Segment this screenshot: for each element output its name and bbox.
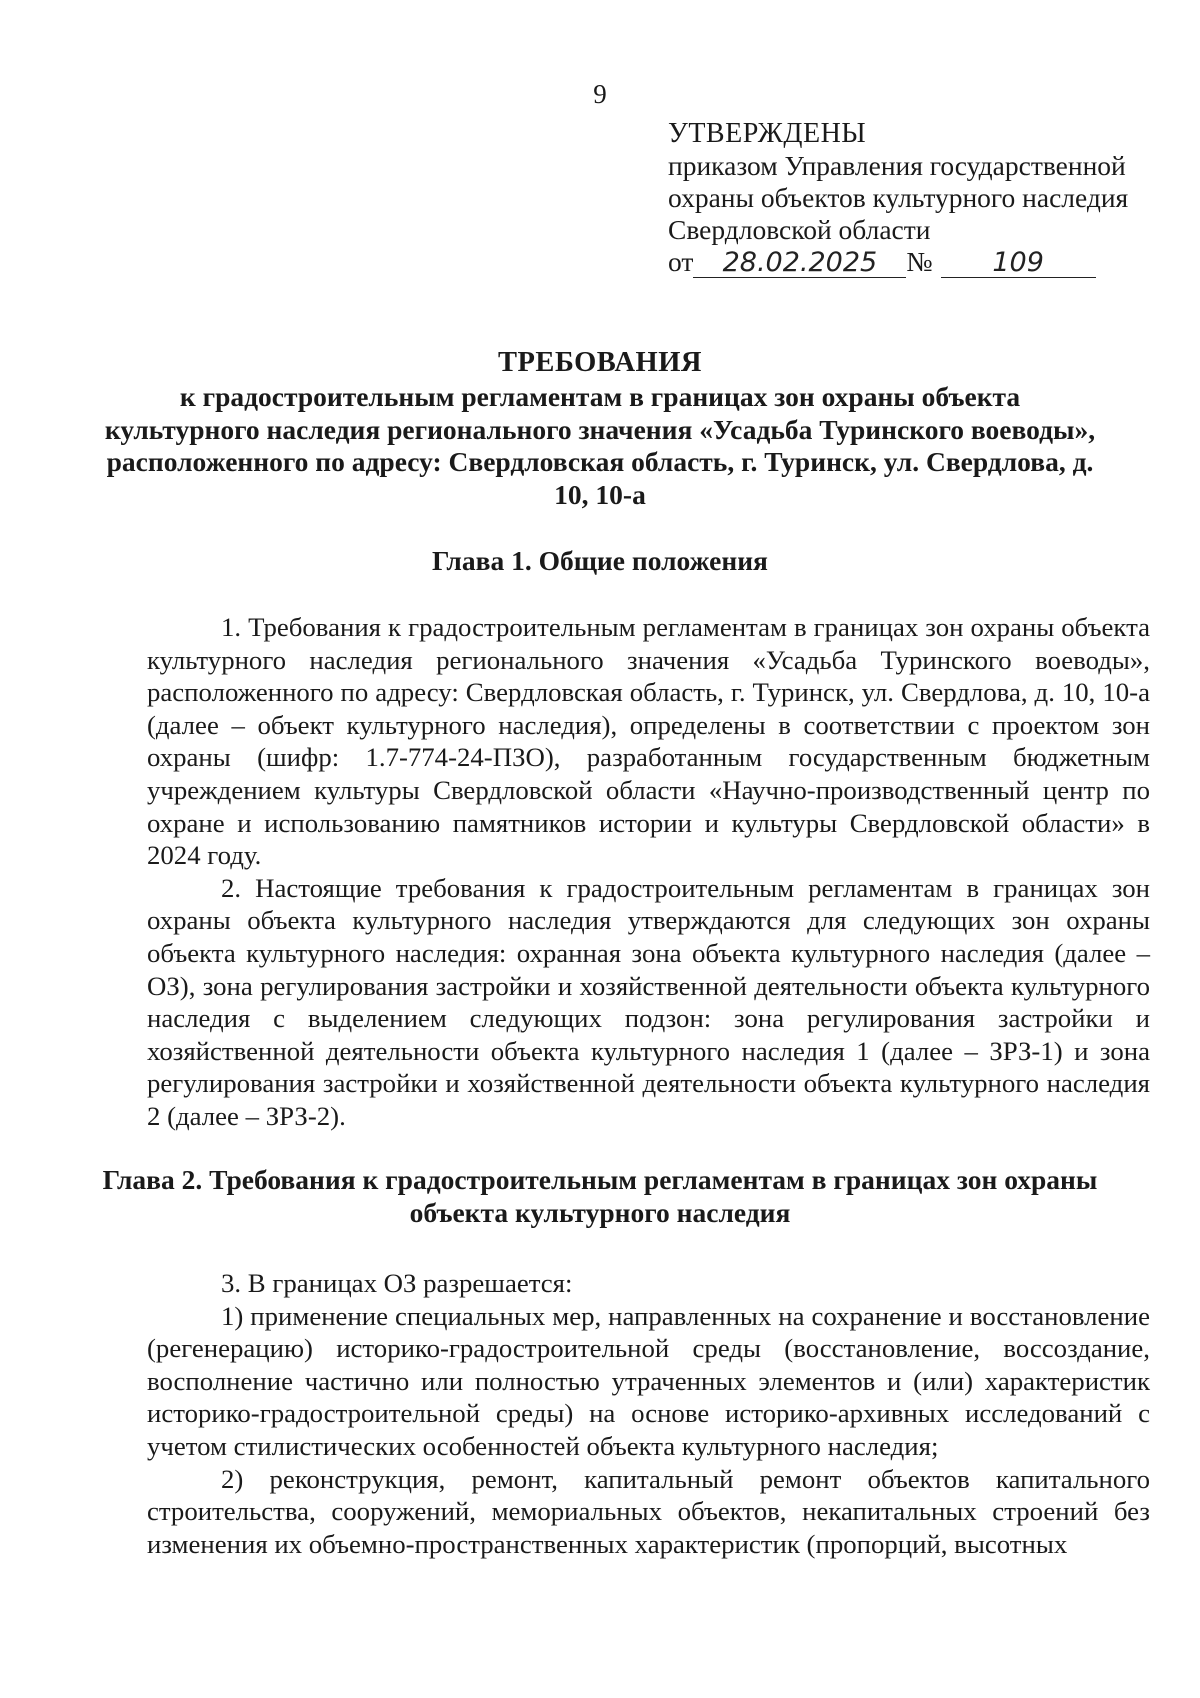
chapter-2-body [147,1267,1150,1560]
page-number: 9 [593,79,607,109]
approval-title: УТВЕРЖДЕНЫ [668,118,867,149]
paragraph: 1) применение специальных мер, направленных на сохранение и восстановление (регенерацию) историко-градостроительной среды (восстановление, воссоздание, восполнение частично или полностью утраченных элементов и (или) характеристик историко-градостроительной среды) на основе историко-архивных исследований с учетом стилистических особенностей объекта культурного наследия; [147,1300,1150,1461]
paragraph: 2. Настоящие требования к градостроительным регламентам в границах зон охраны объекта культурного наследия утверждаются для следующих зон охраны объекта культурного наследия: охранная зона объекта культурного наследия (далее – ОЗ), зона регулирования застройки и хозяйственной деятельности объекта культурного наследия с выделением следующих подзон: зона регулирования застройки и хозяйственной деятельности объекта культурного наследия 1 (далее – ЗРЗ-1) и зона регулирования застройки и хозяйственной деятельности объекта культурного наследия 2 (далее – ЗРЗ-2). [147,872,1150,1131]
handwritten-date: 28.02.2025 [693,247,906,278]
handwritten-number: 109 [941,247,1096,278]
number-label: № [906,246,933,277]
approval-date-number-row [668,246,1168,278]
paragraph: 3. В границах ОЗ разрешается: [221,1268,573,1298]
document-title: ТРЕБОВАНИЯ [498,347,702,378]
document-subtitle: к градостроительным регламентам в границах зон охраны объекта культурного наследия регионального значения «Усадьба Туринского воеводы», расположенного по адресу: Свердловская область, г. Туринск, ул. Свердлова, д. 10, 10-а [104,381,1096,510]
approval-line: приказом Управления государственной [668,150,1126,181]
date-prefix: от [668,246,694,277]
approval-stamp-block [668,118,1168,278]
approval-line: Свердловской области [668,214,931,245]
chapter-1-heading: Глава 1. Общие положения [432,545,768,576]
approval-line: охраны объектов культурного наследия [668,182,1129,213]
chapter-2-heading: Глава 2. Требования к градостроительным регламентам в границах зон охраны объекта культурного наследия [102,1164,1098,1228]
paragraph: 2) реконструкция, ремонт, капитальный ремонт объектов капитального строительства, сооружений, мемориальных объектов, некапитальных строений без изменения их объемно-пространственных характеристик (пропорций, высотных [147,1463,1150,1559]
paragraph: 1. Требования к градостроительным регламентам в границах зон охраны объекта культурного наследия регионального значения «Усадьба Туринского воеводы», расположенного по адресу: Свердловская область, г. Туринск, ул. Свердлова, д. 10, 10-а (далее – объект культурного наследия), определены в соответствии с проектом зон охраны (шифр: 1.7-774-24-ПЗО), разработанным государственным бюджетным учреждением культуры Свердловской области «Научно-производственный центр по охране и использованию памятников истории и культуры Свердловской области» в 2024 году. [147,612,1150,871]
chapter-1-body [147,611,1150,1133]
